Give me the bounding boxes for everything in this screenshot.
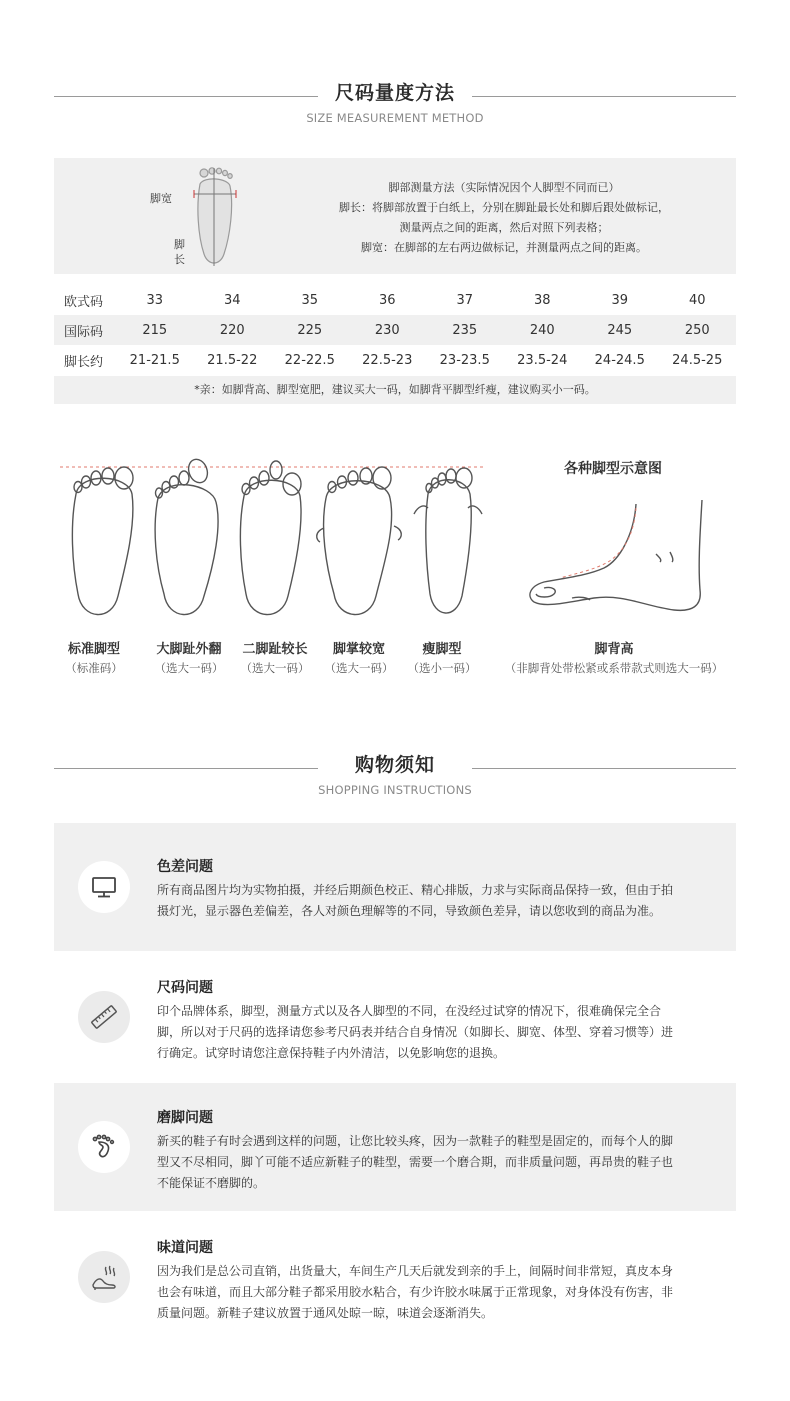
- size-cell: 220: [219, 322, 245, 338]
- method-line: 脚长：将脚部放置于白纸上，分别在脚趾最长处和脚后跟处做标记，: [339, 201, 669, 214]
- foot-type-sub: （选大一码）: [240, 661, 310, 675]
- size-cell: 36: [378, 292, 396, 308]
- card-title: 尺码问题: [157, 980, 213, 996]
- size-row-header: 脚长约: [64, 354, 104, 370]
- high-arch-sub: （非脚背处带松紧或系带款式则选大一码）: [504, 661, 724, 675]
- size-cell: 225: [297, 322, 323, 338]
- foot-type-label: 二脚趾较长: [242, 642, 308, 657]
- size-cell: 215: [142, 322, 168, 338]
- instruction-card-size: [54, 953, 736, 1081]
- foot-width-label: 脚宽: [150, 192, 172, 205]
- foot-type-label: 标准脚型: [67, 642, 120, 657]
- header-divider-right: [472, 768, 736, 769]
- foot-measure-diagram: [190, 166, 240, 270]
- method-line: 测量两点之间的距离，然后对照下列表格；: [399, 221, 609, 234]
- foot-length-label-1: 脚: [174, 238, 185, 251]
- size-cell: 21.5-22: [207, 352, 258, 368]
- size-cell: 22-22.5: [284, 352, 335, 368]
- header-divider-left: [54, 768, 318, 769]
- method-line: 脚部测量方法（实际情况因个人脚型不同而已）: [388, 181, 620, 194]
- size-cell: 38: [533, 292, 551, 308]
- shoe-smell-icon: [90, 1263, 118, 1291]
- card-text-line: 因为我们是总公司直销，出货量大，车间生产几天后就发到亲的手上，间隔时间非常短，真皮本身: [157, 1264, 674, 1278]
- measure-section-header: [0, 78, 790, 125]
- card-text-line: 型又不尽相同，脚丫可能不适应新鞋子的鞋型，需要一个磨合期，而非质量问题，再昂贵的鞋子也: [157, 1155, 674, 1169]
- size-cell: 230: [374, 322, 400, 338]
- wide-foot-icon: [317, 467, 402, 615]
- size-cell: 23-23.5: [439, 352, 490, 368]
- shopping-section-title: 购物须知: [354, 754, 435, 776]
- long-second-toe-foot-icon: [240, 461, 301, 615]
- card-text-line: 脚，所以对于尺码的选择请您参考尺码表并结合自身情况（如脚长、脚宽、体型、穿着习惯等）进: [157, 1025, 674, 1039]
- size-cell: 235: [452, 322, 478, 338]
- high-arch-label: 脚背高: [594, 642, 634, 657]
- size-row-eu: [54, 285, 736, 315]
- monitor-icon: [90, 873, 118, 901]
- instruction-card-rubbing: [54, 1083, 736, 1211]
- card-title: 磨脚问题: [157, 1110, 213, 1126]
- size-cell: 40: [688, 292, 706, 308]
- size-row-intl: [54, 315, 736, 345]
- size-cell: 21-21.5: [129, 352, 180, 368]
- size-cell: 39: [611, 292, 629, 308]
- foot-length-label-2: 长: [174, 253, 185, 266]
- size-cell: 22.5-23: [362, 352, 413, 368]
- size-cell: 240: [529, 322, 555, 338]
- size-cell: 35: [301, 292, 319, 308]
- foot-type-sub: （标准码）: [65, 661, 123, 675]
- shopping-section-header: [0, 750, 790, 797]
- card-text-line: 不能保证不磨脚的。: [157, 1176, 266, 1190]
- measure-section-subtitle: SIZE MEASUREMENT METHOD: [306, 111, 484, 125]
- instruction-card-color: [54, 823, 736, 951]
- card-text: [157, 880, 725, 922]
- foot-type-label: 大脚趾外翻: [156, 642, 222, 657]
- size-row-header: 欧式码: [64, 294, 104, 310]
- method-line: 脚宽：在脚部的左右两边做标记，并测量两点之间的距离。: [361, 241, 647, 254]
- card-text-line: 所有商品图片均为实物拍摄，并经后期颜色校正、精心排版，力求与实际商品保持一致，但由于拍: [157, 883, 674, 897]
- size-cell: 245: [607, 322, 633, 338]
- card-title: 味道问题: [157, 1240, 213, 1256]
- slim-foot-icon: [414, 468, 482, 613]
- size-cell: 34: [223, 292, 241, 308]
- card-text: [157, 1131, 725, 1194]
- icon-circle: [78, 1121, 130, 1173]
- foot-type-sub: （选大一码）: [324, 661, 394, 675]
- measurement-method-panel: [54, 158, 736, 274]
- card-text: [157, 1261, 725, 1324]
- foot-type-label: 瘦脚型: [422, 642, 462, 657]
- card-text-line: 摄灯光，显示器色差偏差，各人对颜色理解等的不同，导致颜色差异，请以您收到的商品为准。: [157, 904, 662, 918]
- size-cell: 24-24.5: [594, 352, 645, 368]
- standard-foot-icon: [72, 467, 133, 615]
- size-cell: 24.5-25: [672, 352, 723, 368]
- instruction-card-smell: [54, 1213, 736, 1341]
- card-text-line: 行确定。试穿时请您注意保持鞋子内外清洁，以免影响您的退换。: [157, 1046, 506, 1060]
- size-cell: 37: [456, 292, 474, 308]
- foot-type-sub: （选大一码）: [154, 661, 224, 675]
- ruler-icon: [90, 1003, 118, 1031]
- card-text-line: 印个品牌体系，脚型，测量方式以及各人脚型的不同，在没经过试穿的情况下，很难确保完全合: [157, 1004, 662, 1018]
- size-row-foot-length: [54, 345, 736, 375]
- foot-type-label: 脚掌较宽: [332, 642, 385, 657]
- size-row-header: 国际码: [64, 324, 104, 340]
- foot-types-illustration: [56, 454, 496, 630]
- foot-types-title: 各种脚型示意图: [564, 461, 662, 477]
- measurement-method-text: [304, 178, 704, 258]
- size-advice-note: *亲：如脚背高、脚型宽肥，建议买大一码，如脚背平脚型纤瘦，建议购买小一码。: [54, 376, 736, 404]
- card-text: [157, 1001, 725, 1064]
- card-text-line: 质量问题。新鞋子建议放置于通风处晾一晾，味道会逐渐消失。: [157, 1306, 494, 1320]
- card-text-line: 新买的鞋子有时会遇到这样的问题，让您比较头疼，因为一款鞋子的鞋型是固定的，而每个人的脚: [157, 1134, 674, 1148]
- card-text-line: 也会有味道，而且大部分鞋子都采用胶水粘合，有少许胶水味属于正常现象，对身体没有伤害，非: [157, 1285, 674, 1299]
- bunion-foot-icon: [155, 457, 218, 615]
- shopping-section-subtitle: SHOPPING INSTRUCTIONS: [318, 783, 472, 797]
- size-cell: 33: [146, 292, 164, 308]
- high-arch-foot-icon: [524, 494, 710, 624]
- card-title: 色差问题: [157, 859, 213, 875]
- size-cell: 23.5-24: [517, 352, 568, 368]
- header-divider-left: [54, 96, 318, 97]
- icon-circle: [78, 991, 130, 1043]
- icon-circle: [78, 1251, 130, 1303]
- header-divider-right: [472, 96, 736, 97]
- measure-section-title: 尺码量度方法: [334, 82, 455, 104]
- size-cell: 250: [684, 322, 710, 338]
- icon-circle: [78, 861, 130, 913]
- foot-types-panel: [0, 440, 790, 700]
- foot-type-sub: （选小一码）: [407, 661, 477, 675]
- foot-icon: [90, 1133, 118, 1161]
